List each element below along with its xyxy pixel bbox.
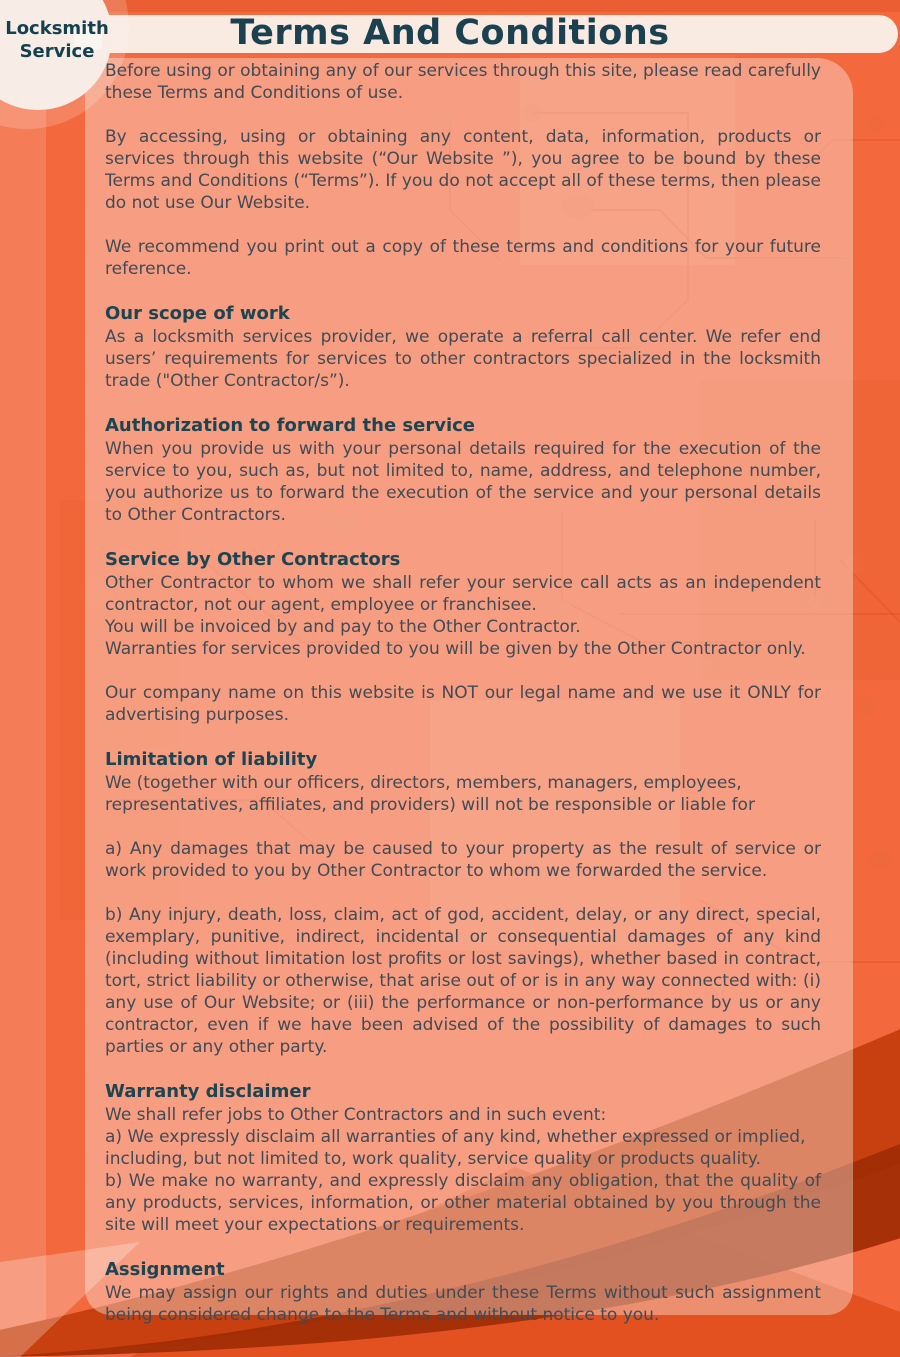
section-heading: Assignment — [105, 1259, 225, 1280]
section-paragraph: a) Any damages that may be caused to your property as the result of service or work provided to you by Other Contractor to whom we forwarded the service. — [105, 839, 821, 881]
left-light-strip — [0, 96, 46, 1357]
section-paragraph: We recommend you print out a copy of these terms and conditions for your future reference. — [105, 237, 821, 279]
page-title: Terms And Conditions — [230, 13, 670, 53]
terms-section — [105, 748, 821, 1058]
terms-section — [105, 236, 821, 280]
logo-line1: Locksmith — [5, 18, 109, 39]
terms-sections — [105, 60, 821, 1348]
section-heading: Authorization to forward the service — [105, 415, 476, 436]
terms-section — [105, 1080, 821, 1236]
terms-section — [105, 414, 821, 526]
section-heading: Limitation of liability — [105, 749, 318, 770]
section-paragraph: Our company name on this website is NOT our legal name and we use it ONLY for advertising purposes. — [105, 683, 821, 725]
section-paragraph: By accessing, using or obtaining any content, data, information, products or services through this website (“Our Website ”), you agree to be bound by these Terms and Conditions (“Terms”). If you do not accept all of these terms, then please do not use Our Website. — [105, 127, 821, 213]
section-paragraph: We may assign our rights and duties under these Terms without such assignment being considered change to the Terms and without notice to you. — [105, 1283, 821, 1325]
section-paragraph: b) Any injury, death, loss, claim, act of god, accident, delay, or any direct, special, exemplary, punitive, indirect, incidental or consequential damages of any kind (including without limitation lost profits or lost savings), whether based in contract, tort, strict liability or otherwise, that arise out of or is in any way connected with: (i) any use of Our Website; or (iii) the performance or non-performance by us or any contractor, even if we have been advised of the possibility of damages to such parties or any other party. — [105, 905, 821, 1057]
section-paragraph: Other Contractor to whom we shall refer your service call acts as an independent contractor, not our agent, employee or franchisee. You will be invoiced by and pay to the Other Contractor. Warranties for services provided to you will be given by the Other Contractor only. — [105, 573, 821, 659]
terms-section — [105, 548, 821, 726]
section-paragraph: We shall refer jobs to Other Contractors and in such event: a) We expressly disclaim all warranties of any kind, whether expressed or implied, including, but not limited to, work quality, service quality or products quality. b) We make no warranty, and expressly disclaim any obligation, that the quality of any products, services, information, or other material obtained by you through the site will meet your expectations or requirements. — [105, 1105, 821, 1235]
section-paragraph: We (together with our officers, directors, members, managers, employees, representatives, affiliates, and providers) will not be responsible or liable for — [105, 773, 755, 815]
section-paragraph: Before using or obtaining any of our services through this site, please read carefully these Terms and Conditions of use. — [105, 61, 821, 103]
section-heading: Our scope of work — [105, 303, 290, 324]
section-heading: Warranty disclaimer — [105, 1081, 311, 1102]
terms-section — [105, 302, 821, 392]
logo-text — [4, 17, 110, 63]
section-paragraph: When you provide us with your personal details required for the execution of the service to you, such as, but not limited to, name, address, and telephone number, you authorize us to forward the execution of the service and your personal details to Other Contractors. — [105, 439, 821, 525]
terms-section — [105, 1258, 821, 1326]
section-heading: Service by Other Contractors — [105, 549, 401, 570]
logo-line2: Service — [19, 41, 95, 62]
section-paragraph: As a locksmith services provider, we operate a referral call center. We refer end users’ requirements for services to other contractors specialized in the locksmith trade ("Other Contractor/s”). — [105, 327, 821, 391]
terms-section — [105, 126, 821, 214]
terms-section — [105, 60, 821, 104]
